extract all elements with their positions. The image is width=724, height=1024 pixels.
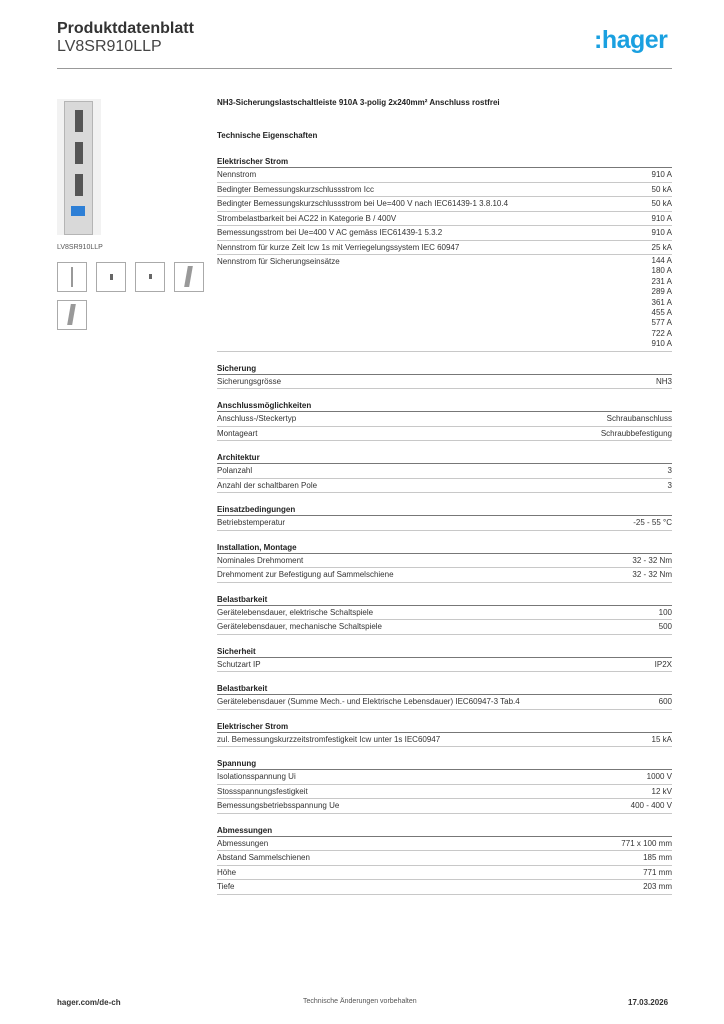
spec-row (217, 212, 672, 227)
spec-section (217, 542, 672, 583)
spec-label: Nennstrom (217, 170, 257, 179)
thumbnail-1[interactable] (57, 262, 87, 292)
product-image[interactable] (57, 99, 101, 235)
spec-label: Höhe (217, 867, 237, 877)
product-image-body (64, 101, 93, 235)
spec-section (217, 400, 672, 441)
page-title: Produktdatenblatt (57, 20, 194, 37)
section-title: Sicherheit (217, 646, 672, 658)
spec-section (217, 825, 672, 895)
fuse-slot (75, 174, 83, 196)
spec-row (217, 479, 672, 494)
spec-row (217, 197, 672, 212)
section-title: Anschlussmöglichkeiten (217, 400, 672, 412)
spec-label: Sicherungsgrösse (217, 376, 282, 386)
spec-value: 3 (667, 466, 672, 476)
spec-value: 577 A (651, 318, 672, 328)
thumbnail-5[interactable] (57, 300, 87, 330)
spec-value: 400 - 400 V (630, 801, 672, 811)
spec-label: Bedingter Bemessungskurzschlussstrom bei Ue=400 V nach IEC61439-1 3.8.10.4 (217, 199, 509, 208)
header-divider (57, 68, 672, 69)
spec-row (217, 241, 672, 256)
spec-row (217, 620, 672, 635)
spec-label: Abstand Sammelschienen (217, 853, 310, 863)
spec-value: 500 (658, 622, 672, 632)
fuse-slot (75, 110, 83, 132)
spec-value: NH3 (655, 376, 672, 386)
spec-row (217, 427, 672, 442)
spec-label: Tiefe (217, 882, 235, 892)
spec-value: 15 kA (651, 734, 672, 744)
spec-sections (217, 156, 672, 906)
spec-value: 722 A (651, 328, 672, 338)
spec-row (217, 695, 672, 710)
spec-label: Betriebstemperatur (217, 518, 286, 528)
spec-value: Schraubbefestigung (600, 428, 672, 438)
spec-row (217, 375, 672, 390)
spec-row (217, 606, 672, 621)
spec-value: 185 mm (643, 853, 672, 863)
spec-value: 12 kV (651, 786, 672, 796)
thumbnail-3[interactable] (135, 262, 165, 292)
spec-value: 25 kA (651, 242, 672, 252)
hager-logo[interactable]: :hager (594, 26, 668, 54)
spec-row (217, 255, 672, 352)
thumbnail-2[interactable] (96, 262, 126, 292)
spec-value: 910 A (651, 213, 672, 223)
spec-section (217, 683, 672, 710)
section-title: Elektrischer Strom (217, 156, 672, 168)
spec-row (217, 554, 672, 569)
spec-label: Stossspannungsfestigkeit (217, 786, 308, 796)
spec-label: Anzahl der schaltbaren Pole (217, 480, 318, 490)
spec-value: 203 mm (643, 882, 672, 892)
spec-value: 910 A (651, 228, 672, 237)
spec-label: Bemessungsbetriebsspannung Ue (217, 801, 340, 811)
blue-label (71, 206, 85, 216)
spec-value: 1000 V (646, 772, 672, 782)
spec-label: Montageart (217, 428, 258, 438)
spec-value: 231 A (651, 276, 672, 286)
spec-row (217, 733, 672, 748)
section-title: Belastbarkeit (217, 683, 672, 695)
product-code: LV8SR910LLP (57, 38, 162, 55)
spec-section (217, 452, 672, 493)
spec-label: Anschluss-/Steckertyp (217, 414, 297, 424)
spec-label: Nennstrom für Sicherungseinsätze (217, 257, 340, 266)
tech-properties-heading: Technische Eigenschaften (217, 131, 318, 140)
section-title: Elektrischer Strom (217, 721, 672, 733)
spec-value: 910 A (651, 339, 672, 349)
spec-value: 361 A (651, 297, 672, 307)
spec-row (217, 799, 672, 814)
spec-value: -25 - 55 °C (633, 518, 672, 528)
spec-value-list (652, 256, 672, 350)
spec-label: Nennstrom für kurze Zeit Icw 1s mit Verriegelungssystem IEC 60947 (217, 242, 460, 252)
spec-row (217, 851, 672, 866)
spec-value: 100 (658, 607, 672, 617)
section-title: Spannung (217, 758, 672, 770)
spec-section (217, 594, 672, 635)
spec-row (217, 412, 672, 427)
spec-row (217, 168, 672, 183)
spec-value: 600 (658, 697, 672, 707)
spec-row (217, 658, 672, 673)
spec-section (217, 646, 672, 673)
spec-row (217, 770, 672, 785)
spec-label: Strombelastbarkeit bei AC22 in Kategorie B / 400V (217, 213, 397, 223)
spec-label: Gerätelebensdauer, elektrische Schaltspiele (217, 607, 374, 617)
footer-note: Technische Änderungen vorbehalten (303, 998, 417, 1005)
spec-value: 771 mm (643, 867, 672, 877)
spec-label: Bemessungsstrom bei Ue=400 V AC gemäss IEC61439-1 5.3.2 (217, 228, 443, 237)
footer-date: 17.03.2026 (628, 998, 669, 1007)
spec-value: 50 kA (651, 199, 672, 208)
spec-row (217, 568, 672, 583)
section-title: Einsatzbedingungen (217, 504, 672, 516)
image-caption: LV8SR910LLP (57, 244, 103, 251)
spec-value: 771 x 100 mm (621, 838, 672, 848)
section-title: Belastbarkeit (217, 594, 672, 606)
section-title: Abmessungen (217, 825, 672, 837)
spec-value: Schraubanschluss (606, 414, 672, 424)
spec-value: 180 A (651, 266, 672, 276)
spec-value: 3 (667, 480, 672, 490)
spec-section (217, 721, 672, 748)
spec-label: Nominales Drehmoment (217, 555, 304, 565)
footer-website[interactable]: hager.com/de-ch (57, 998, 121, 1007)
thumbnail-4[interactable] (174, 262, 204, 292)
spec-section (217, 758, 672, 814)
spec-row (217, 866, 672, 881)
spec-row (217, 880, 672, 895)
spec-row (217, 183, 672, 198)
spec-section (217, 504, 672, 531)
spec-label: Gerätelebensdauer (Summe Mech.- und Elektrische Lebensdauer) IEC60947-3 Tab.4 (217, 697, 520, 707)
spec-row (217, 785, 672, 800)
product-description: NH3-Sicherungslastschaltleiste 910A 3-polig 2x240mm² Anschluss rostfrei (217, 98, 500, 107)
spec-label: Drehmoment zur Befestigung auf Sammelschiene (217, 570, 394, 580)
spec-value: 32 - 32 Nm (632, 570, 672, 580)
spec-value: 910 A (651, 170, 672, 179)
section-title: Sicherung (217, 363, 672, 375)
spec-label: zul. Bemessungskurzzeitstromfestigkeit Icw unter 1s IEC60947 (217, 734, 441, 744)
spec-row (217, 464, 672, 479)
spec-value: 455 A (651, 308, 672, 318)
spec-section (217, 363, 672, 390)
spec-label: Polanzahl (217, 466, 253, 476)
spec-value: 289 A (651, 287, 672, 297)
fuse-slot (75, 142, 83, 164)
section-title: Installation, Montage (217, 542, 672, 554)
spec-value: IP2X (654, 659, 672, 669)
spec-label: Gerätelebensdauer, mechanische Schaltspiele (217, 622, 382, 632)
spec-value: 144 A (651, 256, 672, 265)
spec-label: Isolationsspannung Ui (217, 772, 296, 782)
spec-label: Abmessungen (217, 838, 269, 848)
spec-section (217, 156, 672, 352)
spec-row (217, 226, 672, 241)
spec-row (217, 837, 672, 852)
spec-label: Schutzart IP (217, 659, 261, 669)
spec-value: 50 kA (651, 184, 672, 194)
section-title: Architektur (217, 452, 672, 464)
spec-value: 32 - 32 Nm (632, 555, 672, 565)
spec-row (217, 516, 672, 531)
spec-label: Bedingter Bemessungskurzschlussstrom Icc (217, 184, 374, 194)
